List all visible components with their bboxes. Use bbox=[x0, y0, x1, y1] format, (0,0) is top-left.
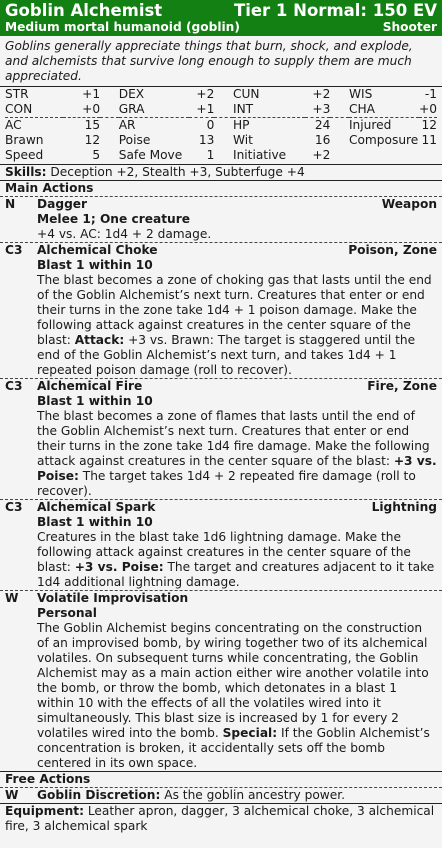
equipment-text: Leather apron, dagger, 3 alchemical choke, 3 alchemical fire, 3 alchemical spark bbox=[5, 804, 435, 833]
action-name: Alchemical Fire bbox=[37, 379, 143, 393]
action-type: C3 bbox=[5, 379, 23, 393]
action-text bbox=[37, 273, 437, 378]
stat-value: 11 bbox=[421, 133, 437, 147]
stat-label: AC bbox=[5, 118, 63, 134]
action-alchemical-fire bbox=[0, 378, 442, 499]
stat-label: Initiative bbox=[232, 148, 287, 162]
stat-label: Composure bbox=[348, 133, 419, 147]
action-text-part: If the Goblin Alchemist’s concentration is broken, it accidentally sets off the bomb centered in its own space. bbox=[37, 726, 430, 770]
special-label: Special: bbox=[222, 726, 278, 740]
stat-label: STR bbox=[5, 87, 29, 101]
action-text-part: The blast becomes a zone of flames that lasts until the end of the Goblin Alchemist’s next turn. Creatures that enter or end their turns in the zone take 1d4 fire damage. Make the following attack against creatures in the center square of the blast: bbox=[37, 409, 430, 468]
equipment-label: Equipment: bbox=[5, 804, 84, 818]
stat-label: Poise bbox=[118, 133, 151, 147]
action-text bbox=[37, 530, 437, 590]
action-name: Alchemical Choke bbox=[37, 243, 158, 257]
action-type: W bbox=[5, 788, 19, 802]
flavor-text: Goblins generally appreciate things that burn, shock, and explode, and alchemists that survive long enough to supply them are much appreciated. bbox=[0, 36, 442, 87]
action-text-part: The target and creatures adjacent to it take 1d4 additional lightning damage. bbox=[37, 560, 435, 589]
creature-name: Goblin Alchemist bbox=[5, 1, 163, 20]
action-name: Volatile Improvisation bbox=[37, 591, 189, 605]
attribute-row bbox=[5, 87, 437, 102]
stat-label: CUN bbox=[232, 87, 260, 101]
stat-value: 12 bbox=[84, 133, 101, 147]
stat-value: +1 bbox=[82, 87, 101, 101]
main-actions-heading: Main Actions bbox=[0, 180, 442, 196]
stat-label: AR bbox=[119, 118, 189, 134]
stat-value: 5 bbox=[92, 148, 101, 162]
actions-list bbox=[0, 196, 442, 771]
stat-value: 16 bbox=[314, 133, 331, 147]
stat-label: Wit bbox=[232, 133, 253, 147]
action-range: Blast 1 within 10 bbox=[37, 258, 153, 272]
defense-row bbox=[5, 118, 437, 134]
stat-label: CHA bbox=[348, 102, 375, 116]
skills-text: Deception +2, Stealth +3, Subterfuge +4 bbox=[50, 165, 305, 179]
action-name: Dagger bbox=[37, 197, 88, 211]
stat-label: Safe Move bbox=[118, 148, 183, 162]
stat-value: +1 bbox=[196, 102, 215, 116]
attribute-row bbox=[5, 102, 437, 118]
creature-tier: Tier 1 Normal: 150 EV bbox=[233, 1, 437, 20]
action-text-part: The target takes 1d4 + 2 repeated fire damage (roll to recover). bbox=[37, 469, 416, 498]
skills-label: Skills: bbox=[5, 165, 47, 179]
stat-label: Injured bbox=[349, 118, 419, 134]
action-name: Alchemical Spark bbox=[37, 500, 156, 514]
stat-label: HP bbox=[233, 118, 305, 134]
stat-label: DEX bbox=[118, 87, 145, 101]
action-name: Goblin Discretion: bbox=[37, 788, 161, 802]
action-keywords: Weapon bbox=[381, 197, 437, 211]
stat-label: WIS bbox=[348, 87, 373, 101]
action-keywords: Lightning bbox=[371, 500, 437, 514]
attack-label: +3 vs. Poise: bbox=[74, 560, 164, 574]
stat-value: -1 bbox=[424, 87, 437, 101]
attack-label: Attack: bbox=[74, 333, 125, 347]
stat-label: Brawn bbox=[5, 133, 44, 147]
stat-label: CON bbox=[5, 102, 33, 116]
equipment-line bbox=[0, 803, 442, 834]
stat-value: 0 bbox=[189, 118, 215, 134]
attributes bbox=[0, 87, 442, 163]
stat-value: +0 bbox=[82, 102, 101, 116]
stat-label: Speed bbox=[5, 148, 44, 162]
stat-label: GRA bbox=[118, 102, 145, 116]
action-type: C3 bbox=[5, 500, 23, 514]
action-keywords: Fire, Zone bbox=[367, 379, 437, 393]
stat-value: +3 bbox=[312, 102, 331, 116]
action-text-part: Creatures in the blast take 1d6 lightning damage. Make the following attack against creatures in the center square of the blast: bbox=[37, 530, 411, 574]
defense-row bbox=[5, 148, 437, 163]
action-range: Blast 1 within 10 bbox=[37, 394, 153, 408]
stat-label: INT bbox=[232, 102, 254, 116]
action-range: Blast 1 within 10 bbox=[37, 515, 153, 529]
action-text: As the goblin ancestry power. bbox=[160, 788, 346, 802]
creature-type: Medium mortal humanoid (goblin) bbox=[5, 20, 240, 34]
stat-value: 12 bbox=[419, 118, 437, 134]
action-type: N bbox=[5, 197, 16, 211]
stat-value: +2 bbox=[196, 87, 215, 101]
defense-row bbox=[5, 133, 437, 148]
action-dagger bbox=[0, 196, 442, 242]
action-alchemical-spark bbox=[0, 499, 442, 590]
stat-value: +2 bbox=[312, 148, 331, 162]
action-text bbox=[37, 621, 437, 771]
stat-value: +0 bbox=[419, 102, 437, 116]
free-actions-heading: Free Actions bbox=[0, 771, 442, 787]
stat-value: 13 bbox=[198, 133, 215, 147]
action-text bbox=[37, 409, 437, 499]
action-text: +4 vs. AC: 1d4 + 2 damage. bbox=[37, 227, 212, 241]
stat-value: 1 bbox=[206, 148, 215, 162]
action-volatile-improvisation bbox=[0, 590, 442, 771]
action-type: C3 bbox=[5, 243, 23, 257]
action-range: Melee 1; One creature bbox=[37, 212, 190, 226]
stat-value: +2 bbox=[312, 87, 331, 101]
attack-label: +3 vs. Poise: bbox=[37, 454, 437, 483]
action-text-part: The Goblin Alchemist begins concentrating on the construction of an improvised bomb, by wiring together two of its alchemical volatiles. On subsequent turns while concentrating, the Goblin Alchemist may as a main action either wire another volatile into the bomb, or throw the bomb, which detonates in a blast 1 within 10 with the effects of all the volatiles wired into it simultaneously. This blast size is increased by 1 for every 2 volatiles wired into the bomb. bbox=[37, 621, 429, 740]
creature-role: Shooter bbox=[382, 20, 437, 34]
skills-line bbox=[0, 164, 442, 180]
action-text-part: +3 vs. Brawn: The target is staggered until the end of the Goblin Alchemist’s next turn, and takes 1d4 + 1 repeated poison damage (roll to recover). bbox=[37, 333, 416, 377]
action-keywords: Poison, Zone bbox=[348, 243, 437, 257]
stat-value: 24 bbox=[305, 118, 331, 134]
action-goblin-discretion bbox=[0, 787, 442, 803]
stat-value: 15 bbox=[63, 118, 101, 134]
action-type: W bbox=[5, 591, 19, 605]
action-alchemical-choke bbox=[0, 242, 442, 378]
stat-block-header bbox=[0, 0, 442, 36]
action-text-part: The blast becomes a zone of choking gas that lasts until the end of the Goblin Alchemist’s next turn. Creatures that enter or end their turns in the zone take 1d4 + 1 poison damage. Make the following attack against creatures in the center square of the blast: bbox=[37, 273, 432, 347]
action-range: Personal bbox=[37, 606, 97, 620]
